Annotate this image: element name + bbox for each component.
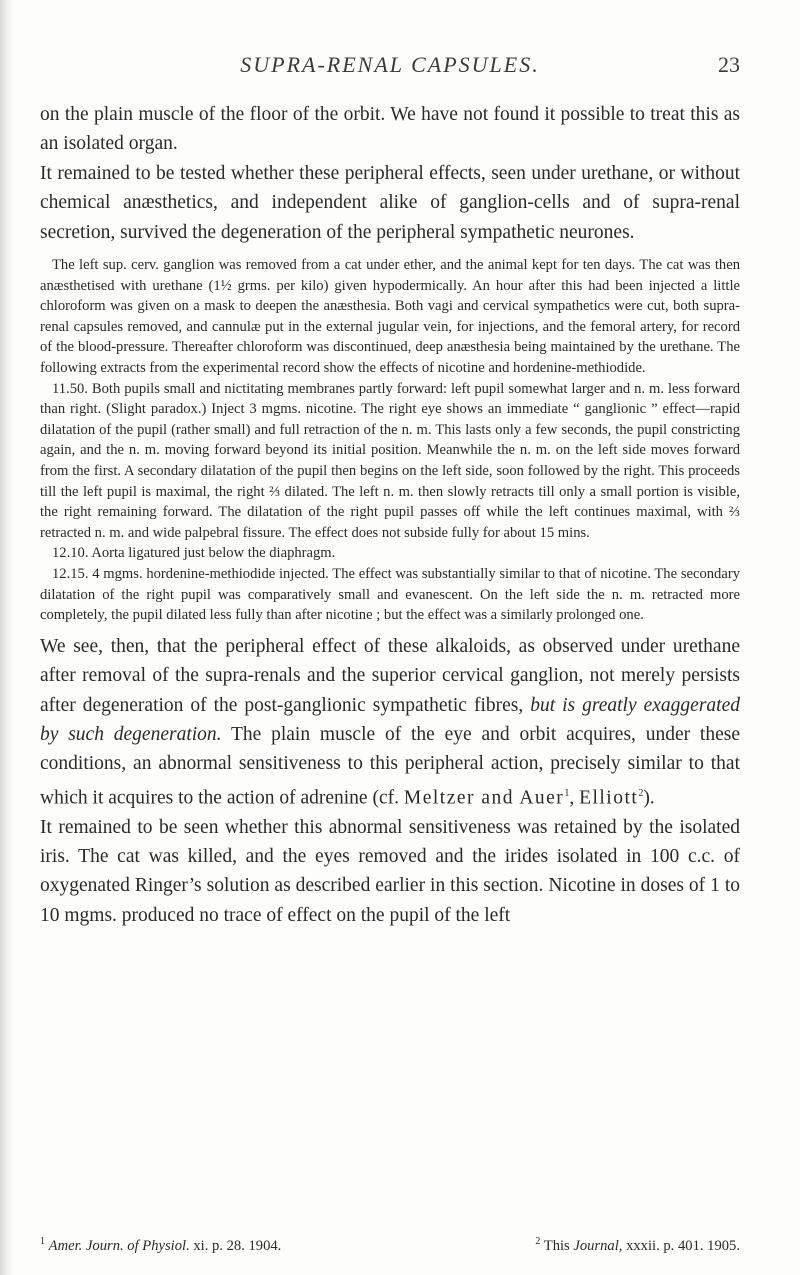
footnote-1-journal: Amer. Journ. of Physiol. xyxy=(48,1237,190,1254)
footnote-1 xyxy=(40,1232,281,1256)
footnote-2-journal: Journal, xyxy=(573,1237,623,1254)
paragraph-2: It remained to be tested whether these peripheral effects, seen under urethane, or without chemical anæsthetics, and independent alike of ganglion-cells and of supra-renal secretion, survived the degeneration of the peripheral sympathetic neurones. xyxy=(40,162,740,243)
footnote-ref-1: 1 xyxy=(564,787,570,799)
running-head xyxy=(40,52,740,82)
citation-meltzer-auer: Meltzer and Auer xyxy=(403,787,565,809)
experiment-record xyxy=(40,255,740,626)
footnotes xyxy=(40,1232,740,1256)
page-number: 23 xyxy=(718,52,740,77)
paragraph-3 xyxy=(40,632,740,813)
paragraph-3-middle: The plain muscle of the eye and orbit acquires, under these conditions, an abnormal sensitiveness to this peripheral action, precisely similar to that which it acquires to the action of adrenine (cf. xyxy=(40,723,740,809)
paragraph-3-emphasis: but is greatly exaggerated by such degeneration. xyxy=(40,694,740,745)
paragraph-4: It remained to be seen whether this abnormal sensitiveness was retained by the isolated iris. The cat was killed, and the eyes removed and the irides isolated in 100 c.c. of oxygenated Ringer’s solution as described earlier in this section. Nicotine in doses of 1 to 10 mgms. produced no trace of effect on the pupil of the left xyxy=(40,816,740,926)
running-title: SUPRA-RENAL CAPSULES. xyxy=(240,52,540,77)
paragraph-1: on the plain muscle of the floor of the orbit. We have not found it possible to treat this as an isolated organ. xyxy=(40,104,740,155)
body-text xyxy=(40,100,740,930)
footnote-2-pre: This xyxy=(543,1237,574,1254)
citation-elliott: Elliott xyxy=(579,787,639,809)
footnote-2-rest: xxxii. p. 401. 1905. xyxy=(622,1237,740,1254)
footnote-1-rest: xi. p. 28. 1904. xyxy=(189,1237,282,1254)
footnote-2-mark: 2 xyxy=(535,1236,541,1247)
footnote-1-mark: 1 xyxy=(40,1236,45,1247)
footnote-ref-2: 2 xyxy=(638,787,644,799)
citation-separator: , xyxy=(569,787,580,809)
paragraph-3-start: We see, then, that the peripheral effect of these alkaloids, as observed under urethane after removal of the supra-renals and the superior cervical ganglion, not merely persists after degeneration of the post-ganglionic sympathetic fibres, xyxy=(40,635,740,716)
experiment-entry-1210: 12.10. Aorta ligatured just below the diaphragm. xyxy=(52,545,336,562)
page-edge-shadow xyxy=(0,0,14,1275)
footnote-2 xyxy=(535,1232,740,1256)
experiment-intro: The left sup. cerv. ganglion was removed from a cat under ether, and the animal kept for ten days. The cat was then anæsthetised with urethane (1½ grms. per kilo) given hypodermically. An hour after this had been injected a little chloroform was given on a mask to deepen the anæsthesia. Both vagi and cervical sympathetics were cut, both supra-renal capsules removed, and cannulæ put in the external jugular vein, for injections, and the femoral artery, for record of the blood-pressure. Thereafter chloroform was discontinued, deep anæsthesia being maintained by the urethane. The following extracts from the experimental record show the effects of nicotine and hordenine-methiodide. xyxy=(40,257,740,376)
experiment-entry-1215: 12.15. 4 mgms. hordenine-methiodide injected. The effect was substantially similar to that of nicotine. The secondary dilatation of the right pupil was comparatively small and evanescent. On the left side the n. m. retracted more completely, the pupil dilated less fully than after nicotine ; but the effect was a similarly prolonged one. xyxy=(40,565,740,624)
paragraph-3-end: ). xyxy=(643,787,655,809)
experiment-entry-1150: 11.50. Both pupils small and nictitating membranes partly forward: left pupil somewhat larger and n. m. less forward than right. (Slight paradox.) Inject 3 mgms. nicotine. The right eye shows an immediate “ ganglionic ” effect—rapid dilatation of the pupil (rather small) and full retraction of the n. m. This lasts only a few seconds, the pupil constricting again, and the n. m. moving forward beyond its initial position. Meanwhile the n. m. on the left side moves forward from the first. A secondary dilatation of the pupil then begins on the left side, soon followed by the right. This proceeds till the left pupil is maximal, the right ⅔ dilated. The left n. m. then slowly retracts till only a small portion is visible, the right remaining forward. The dilatation of the right pupil passes off while the left continues maximal, with ⅔ retracted n. m. and wide palpebral fissure. The effect does not subside fully for about 15 mins. xyxy=(40,380,740,541)
